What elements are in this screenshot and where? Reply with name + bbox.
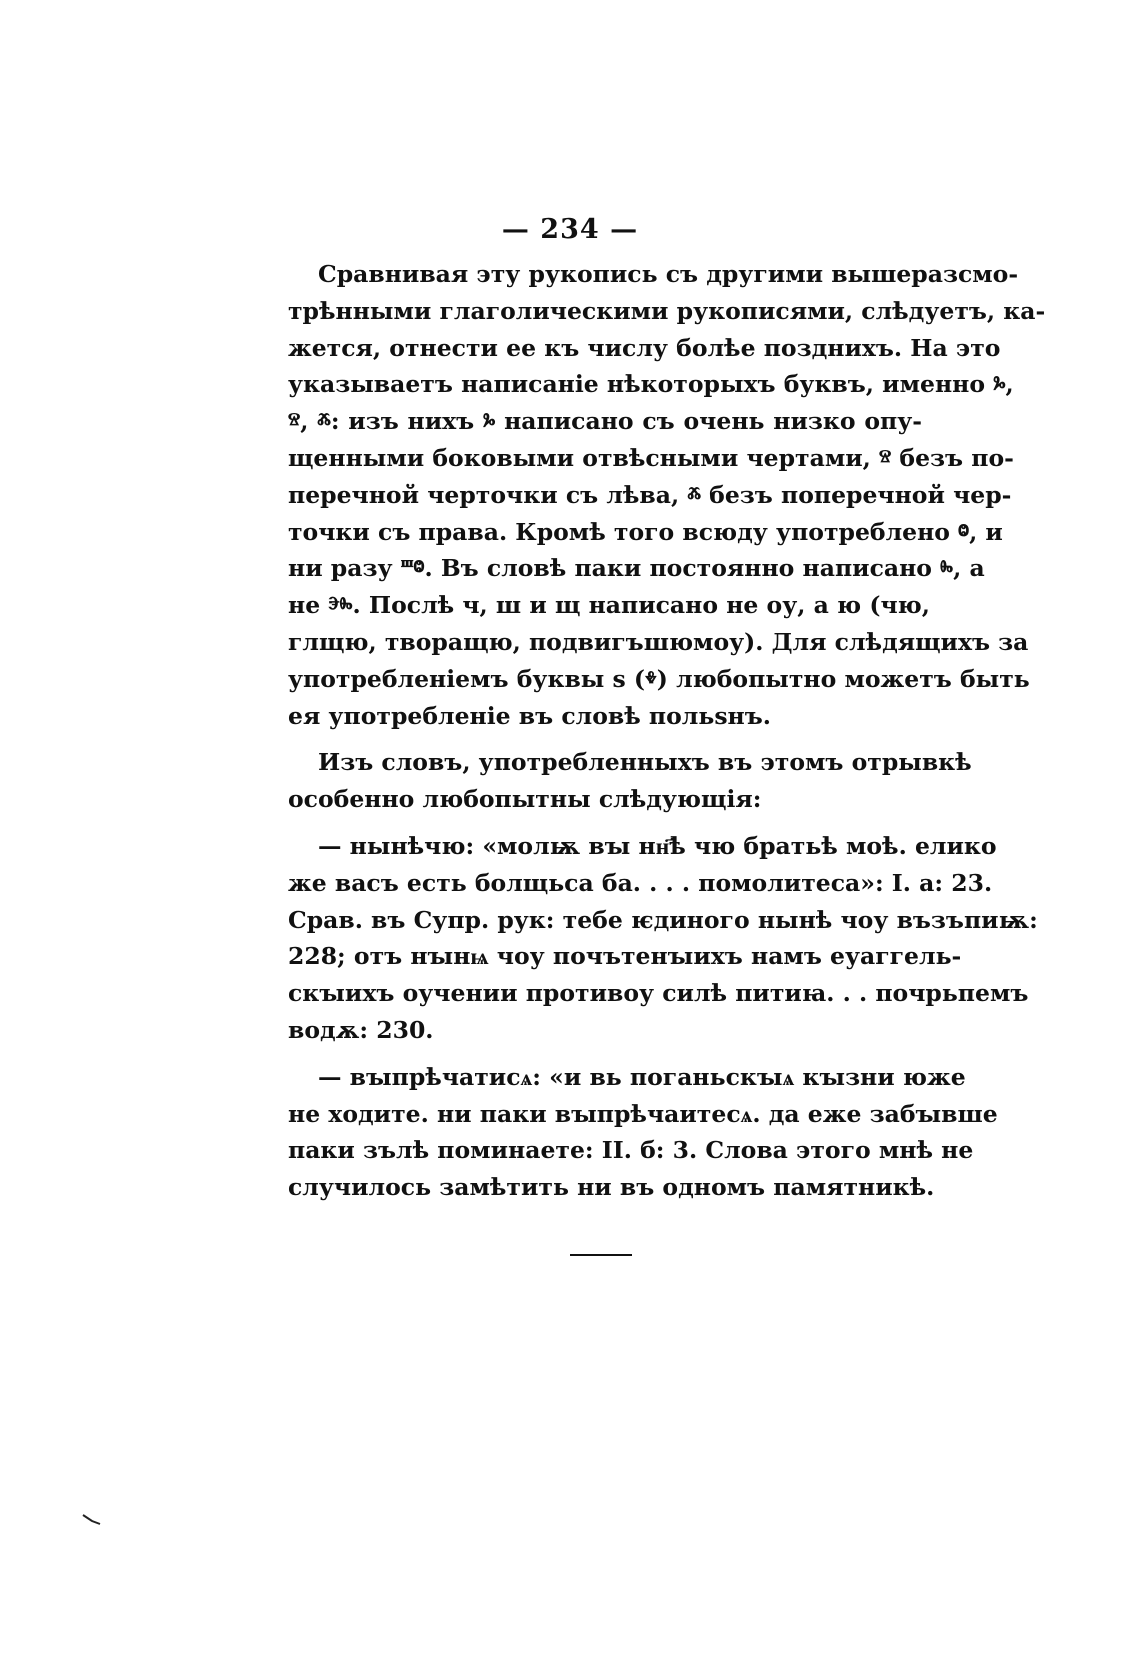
paragraph-3: [288, 828, 1038, 1049]
text-line: ни разу ⱎⱉ. Въ словѣ паки постоянно написано ⰸ, а: [288, 554, 985, 583]
text-line: — нынѣчю: «молѭ вꙑ нн҃ѣ чю братьѣ моѣ. елико: [318, 831, 997, 860]
text-line: жется, отнести ее къ числу болѣе позднихъ. На это: [288, 333, 1001, 362]
text-line: указываетъ написаніе нѣкоторыхъ буквъ, именно ⰳ,: [288, 370, 1014, 399]
body-text: [288, 256, 1046, 1216]
text-line: точки съ права. Кромѣ того всюду употреблено ⱉ, и: [288, 517, 1003, 546]
text-line: ⱄ, ⰶ: изъ нихъ ⰳ написано съ очень низко опу-: [288, 407, 922, 436]
text-line: глщю, творащю, подвигъшюмоу). Для слѣдящихъ за: [288, 627, 1029, 656]
text-line: перечной черточки съ лѣва, ⰶ безъ поперечной чер-: [288, 480, 1012, 509]
text-line: случилось замѣтить ни въ одномъ памятникѣ.: [288, 1173, 935, 1202]
text-line: Срав. въ Супр. рук: тебе ѥдиного нынѣ чоу възъпиѭ:: [288, 905, 1038, 934]
paragraph-4: [288, 1059, 998, 1206]
paragraph-2: [288, 744, 972, 818]
scan-mark: [82, 1513, 102, 1527]
text-line: употребленіемъ буквы ѕ (ⰷ) любопытно можетъ быть: [288, 664, 1030, 693]
text-line: — вꙑпрѣчатисѧ: «и вь поганьскꙑѧ кꙑзни юже: [318, 1062, 966, 1091]
text-line: водѫ: 230.: [288, 1015, 434, 1044]
text-line: ея употребленіе въ словѣ польѕнъ.: [288, 701, 771, 730]
text-line: Изъ словъ, употребленныхъ въ этомъ отрывкѣ: [318, 748, 972, 777]
text-line: особенно любопытны слѣдующія:: [288, 785, 762, 814]
text-line: Сравнивая эту рукопись съ другими вышеразсмо-: [318, 260, 1019, 288]
text-line: скꙑихъ оучении противоу силѣ питиꙗ. . . почрьпемъ: [288, 979, 1029, 1008]
text-line: же васъ есть болщьса ба. . . . помолитеса»: I. а: 23.: [288, 868, 993, 897]
section-separator: [570, 1254, 632, 1256]
text-line: щенными боковыми отвѣсными чертами, ⱄ безъ по-: [288, 443, 1014, 472]
text-line: трѣнными глаголическими рукописями, слѣдуетъ, ка-: [288, 296, 1046, 325]
text-line: 228; отъ нꙑнѩ чоу почътенꙑихъ намъ еуаггель-: [288, 942, 962, 971]
text-line: паки зълѣ поминаете: II. б: 3. Слова этого мнѣ не: [288, 1136, 974, 1165]
text-line: не ⰵⰸ. Послѣ ч, ш и щ написано не оу, а ю (чю,: [288, 591, 930, 620]
text-line: не ходите. ни паки вꙑпрѣчаитесѧ. да еже забꙑвше: [288, 1099, 998, 1128]
page-number: — 234 —: [501, 214, 639, 245]
paragraph-1: [288, 256, 1046, 734]
